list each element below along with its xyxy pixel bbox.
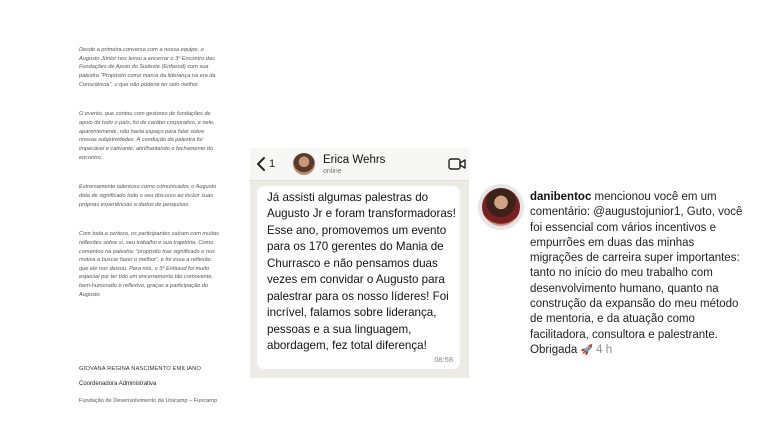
avatar[interactable] [293,153,315,175]
chat-header [250,148,469,181]
username[interactable]: danibentoc [530,191,592,203]
chevron-left-icon[interactable] [255,156,269,172]
letter-paragraph: Desde a primeira conversa com a nossa equipe, o Augusto Júnior nos levou a encerrar o 3º Encontro das Fundações de Apoio do Sudeste (Enfasud) com sua palestra “Propósito como marca da liderança na era da Consciência”, o que não poderia ter sido melhor. [79,47,216,88]
signature-name: GIOVANA REGINA NASCIMENTO EMILIANO [79,366,202,372]
notification-text [530,190,750,358]
signature-role: Coordenadora Administrativa [79,381,157,387]
message-bubble [257,186,460,369]
unread-count[interactable]: 1 [269,158,276,170]
message-text: Já assisti algumas palestras do Augusto Jr e foram transformadoras! Esse ano, promovemos um evento para os 170 gerentes do Mania de Churrasco e não pensamos duas vezes em convidar o Augusto para palestrar para os nosso líderes! Foi incrível, falamos sobre liderança, pessoas e a sua linguagem, abordagem, fez total diferença! [267,191,456,353]
rocket-icon: 🚀 [580,344,593,356]
letter-paragraph: Extremamente talentoso como comunicador, o Augusto dota de significado todo o seu discurso ao incluir suas próprias experiências a dados de pesquisas. [79,184,217,208]
message-time: 08:58 [434,355,453,364]
signature-organization: Fundação de Desenvolvimento da Unicamp – Funcamp [79,398,218,404]
letter-paragraph: O evento, que contou com gestores de fundações de apoio de todo o país, foi de caráter corporativo, e nele, aparentemente, não havia espaço para falar sobre nossas subjetividades. A condução da palestra foi impecável e cativante, abrilhantando o fechamento do encontro. [79,111,215,161]
video-camera-icon[interactable] [448,158,466,170]
contact-name[interactable]: Erica Wehrs [323,154,386,166]
contact-status: online [323,168,342,175]
avatar[interactable] [482,188,520,226]
letter-paragraph: Com toda a certeza, os participantes saíram com muitas reflexões sobre si, seu trabalho e sua trajetória. Como comentou na palestra: “propósito traz significado e nos motiva a buscar fazer o melhor”, e foi essa a reflexão que ele nos deixou. Para nós, o 3º Enfasud foi muito especial por ter tido um encerramento tão comovente, bem-humorado e reflexivo, graças a participação do Augusto. [79,231,219,298]
comment-text: mencionou você em um comentário: @augustojunior1, Guto, você foi essencial com vários incentivos e empurrões em duas das minhas migrações de carreira super importantes: tanto no início do meu trabalho com desenvolvimento humano, quanto na construção da expansão do meu método de mentoria, e da atuação como facilitadora, consultora e palestrante. Obrigada [530,191,743,356]
testimonial-letter [79,46,219,320]
notification-time: 4 h [592,343,613,356]
whatsapp-chat [250,148,469,378]
